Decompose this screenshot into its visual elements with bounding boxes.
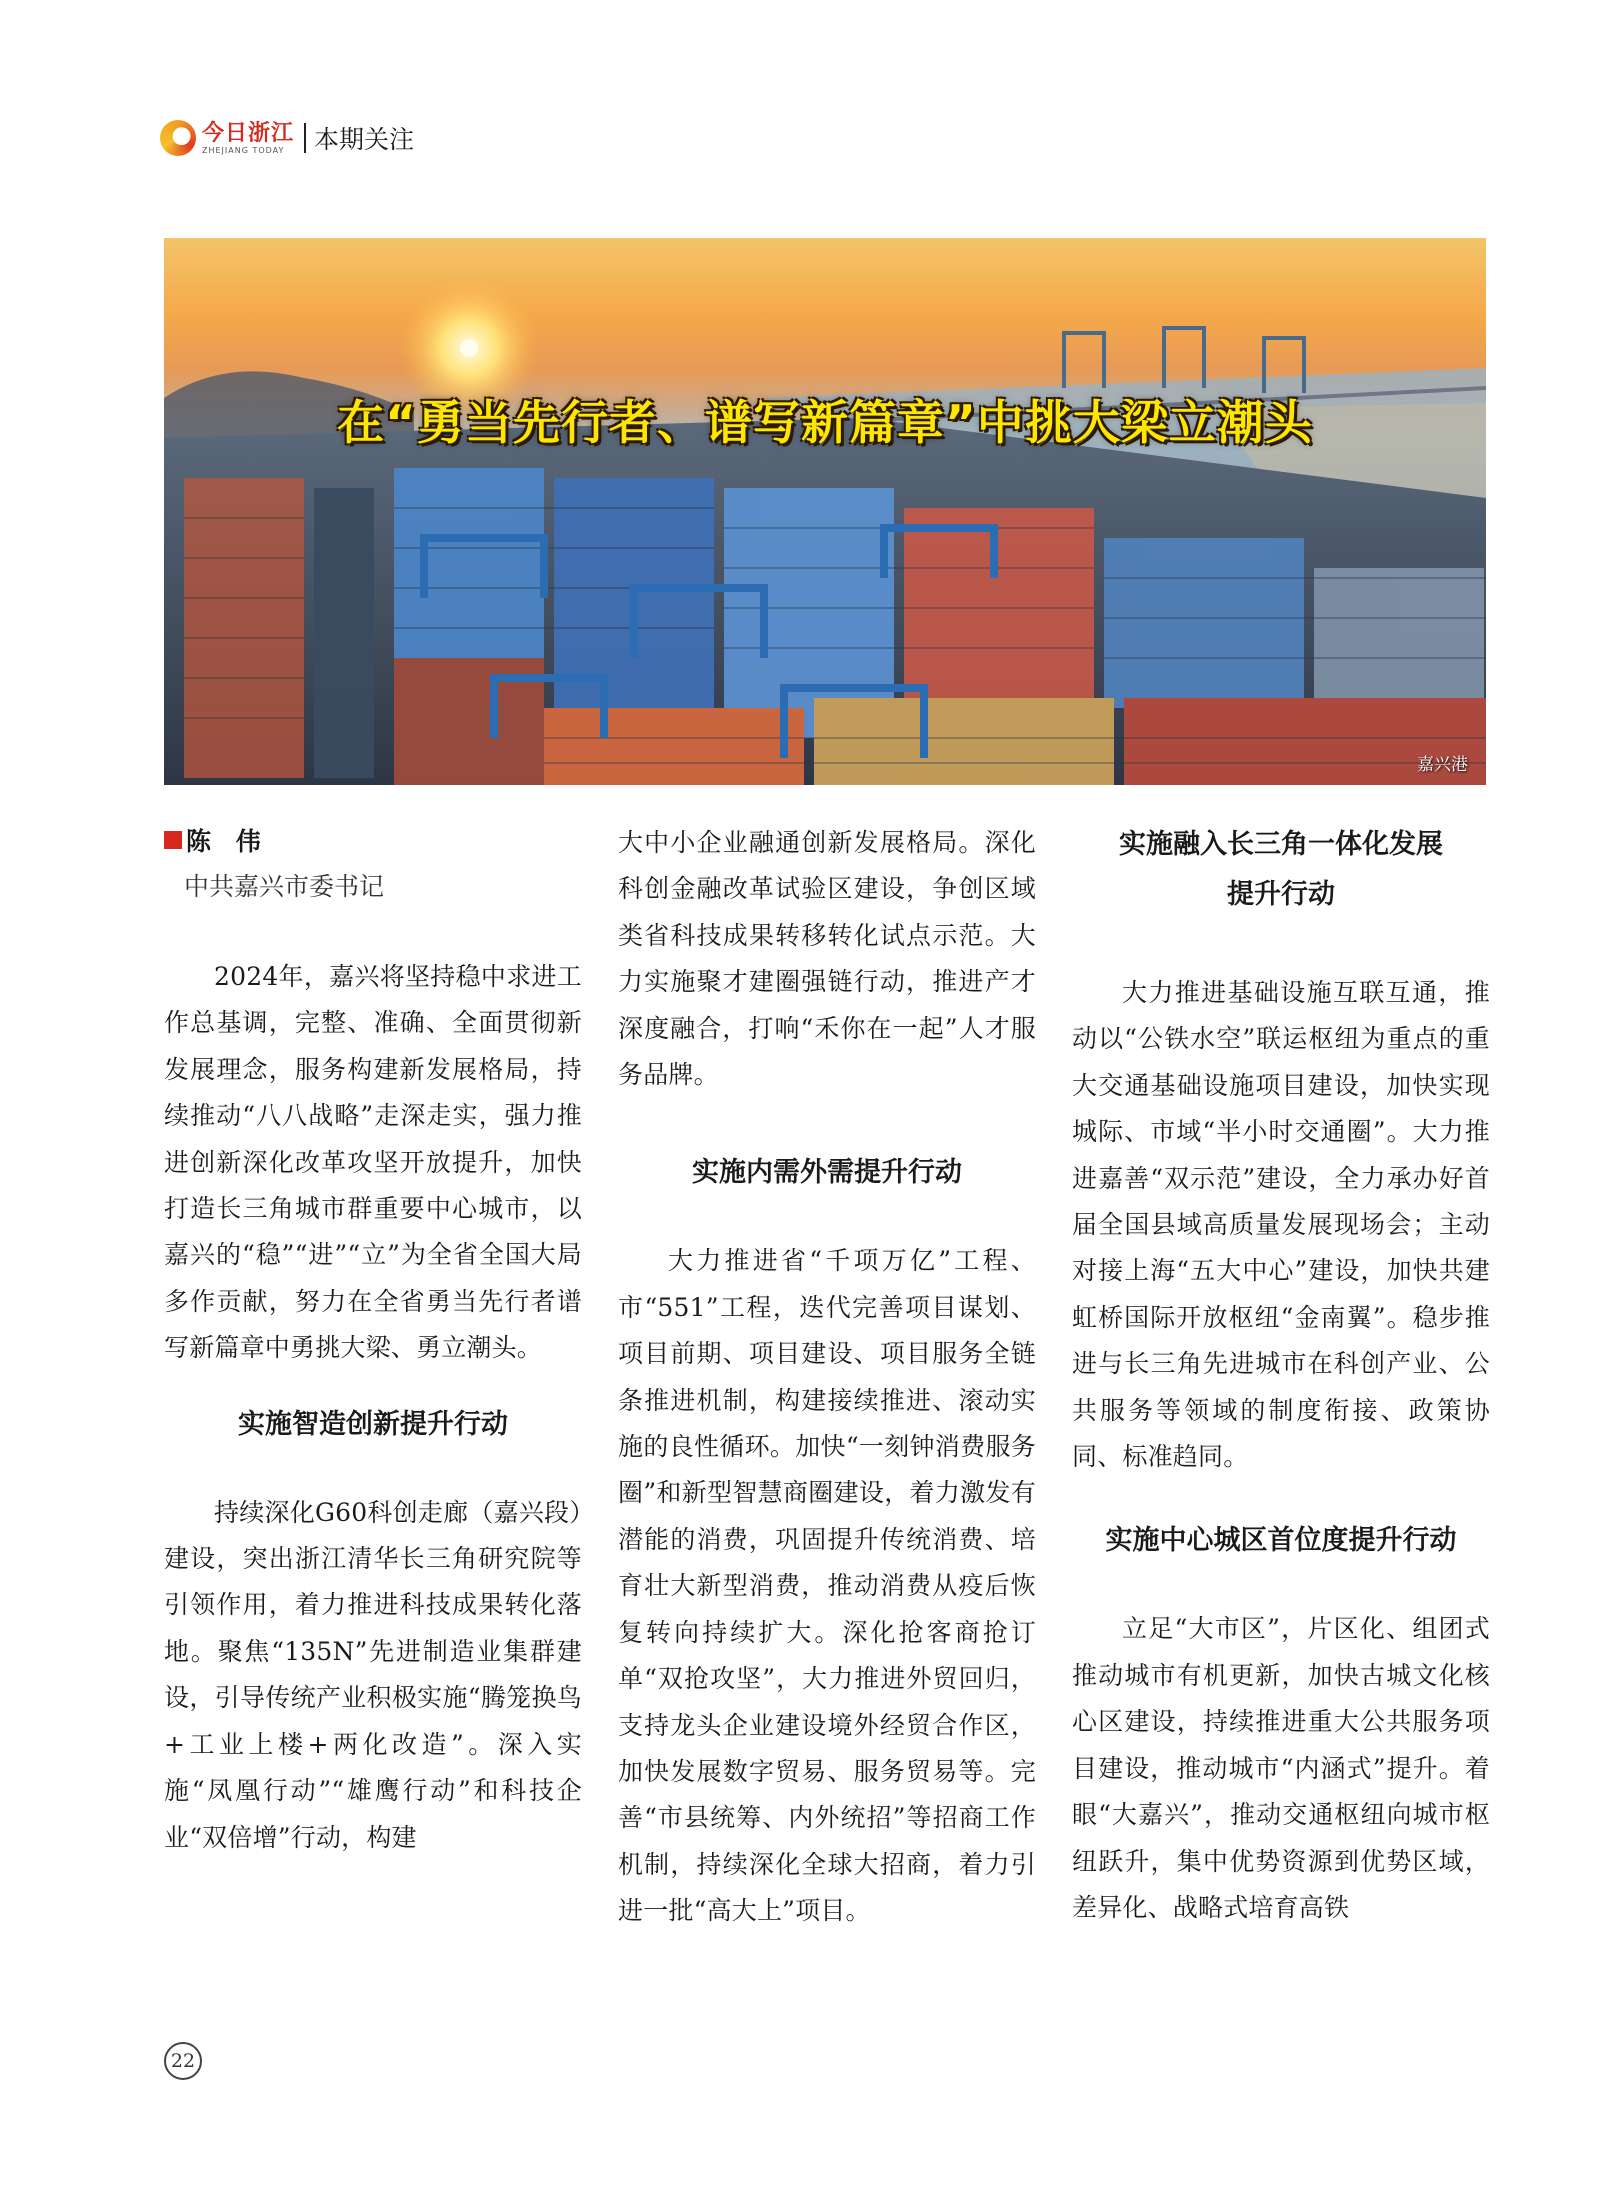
column-3 [1072, 820, 1490, 1931]
port-photo-illustration [164, 238, 1486, 785]
page-number: 22 [164, 2042, 202, 2080]
photo-caption: 嘉兴港 [1417, 755, 1468, 775]
header-divider [304, 123, 306, 153]
magazine-header [160, 116, 414, 160]
intro-paragraph: 2024年，嘉兴将坚持稳中求进工作总基调，完整、准确、全面贯彻新发展理念，服务构建新发展格局，持续推动“八八战略”走深走实，强力推进创新深化改革攻坚开放提升，加快打造长三角城市群重要中心城市，以嘉兴的“稳”“进”“立”为全省全国大局多作贡献，努力在全省勇当先行者谱写新篇章中勇挑大梁、勇立潮头。 [164, 962, 582, 1363]
magazine-logo-icon [160, 120, 196, 156]
column-2 [618, 820, 1036, 1935]
magazine-logo [202, 119, 295, 155]
author-title: 中共嘉兴市委书记 [184, 872, 385, 901]
article-title: 在“勇当先行者、谱写新篇章”中挑大梁立潮头 [337, 396, 1313, 451]
author-marker-icon [164, 831, 182, 849]
section-heading-3-line-2: 提升行动 [1227, 879, 1335, 910]
section-name: 本期关注 [314, 125, 415, 154]
logo-chinese: 今日浙江 [202, 119, 295, 146]
author-name: 陈 伟 [186, 827, 269, 856]
column-1 [164, 820, 582, 1861]
section-heading-4: 实施中心城区首位度提升行动 [1105, 1525, 1457, 1557]
section-3-paragraph: 大力推进基础设施互联互通，推动以“公铁水空”联运枢纽为重点的重大交通基础设施项目建设，加快实现城际、市域“半小时交通圈”。大力推进嘉善“双示范”建设，全力承办好首届全国县域高质量发展现场会；主动对接上海“五大中心”建设，加快共建虹桥国际开放枢纽“金南翼”。稳步推进与长三角先进城市在科创产业、公共服务等领域的制度衔接、政策协同、标准趋同。 [1072, 978, 1490, 1472]
section-heading-3-line-1: 实施融入长三角一体化发展 [1119, 829, 1443, 860]
section-1-paragraph-continued: 大中小企业融通创新发展格局。深化科创金融改革试验区建设，争创区域类省科技成果转移转化试点示范。大力实施聚才建圈强链行动，推进产才深度融合，打响“禾你在一起”人才服务品牌。 [618, 828, 1036, 1090]
logo-english: ZHEJIANG TODAY [202, 145, 285, 155]
hero-image [164, 238, 1486, 785]
author-byline [164, 820, 582, 860]
section-4-paragraph: 立足“大市区”，片区化、组团式推动城市有机更新，加快古城文化核心区建设，持续推进重大公共服务项目建设，推动城市“内涵式”提升。着眼“大嘉兴”，推动交通枢纽向城市枢纽跃升，集中优势资源到优势区域，差异化、战略式培育高铁 [1072, 1614, 1490, 1922]
section-heading-2: 实施内需外需提升行动 [692, 1157, 962, 1189]
section-2-paragraph: 大力推进省“千项万亿”工程、市“551”工程，迭代完善项目谋划、项目前期、项目建设、项目服务全链条推进机制，构建接续推进、滚动实施的良性循环。加快“一刻钟消费服务圈”和新型智慧商圈建设，着力激发有潜能的消费，巩固提升传统消费、培育壮大新型消费，推动消费从疫后恢复转向持续扩大。深化抢客商抢订单“双抢攻坚”，大力推进外贸回归，支持龙头企业建设境外经贸合作区，加快发展数字贸易、服务贸易等。完善“市县统筹、内外统招”等招商工作机制，持续深化全球大招商，着力引进一批“高大上”项目。 [618, 1246, 1036, 1926]
section-heading-1: 实施智造创新提升行动 [238, 1408, 508, 1440]
section-1-paragraph: 持续深化G60科创走廊（嘉兴段）建设，突出浙江清华长三角研究院等引领作用，着力推进科技成果转化落地。聚焦“135N”先进制造业集群建设，引导传统产业积极实施“腾笼换鸟+工业上楼+两化改造”。深入实施“凤凰行动”“雄鹰行动”和科技企业“双倍增”行动，构建 [164, 1497, 582, 1852]
